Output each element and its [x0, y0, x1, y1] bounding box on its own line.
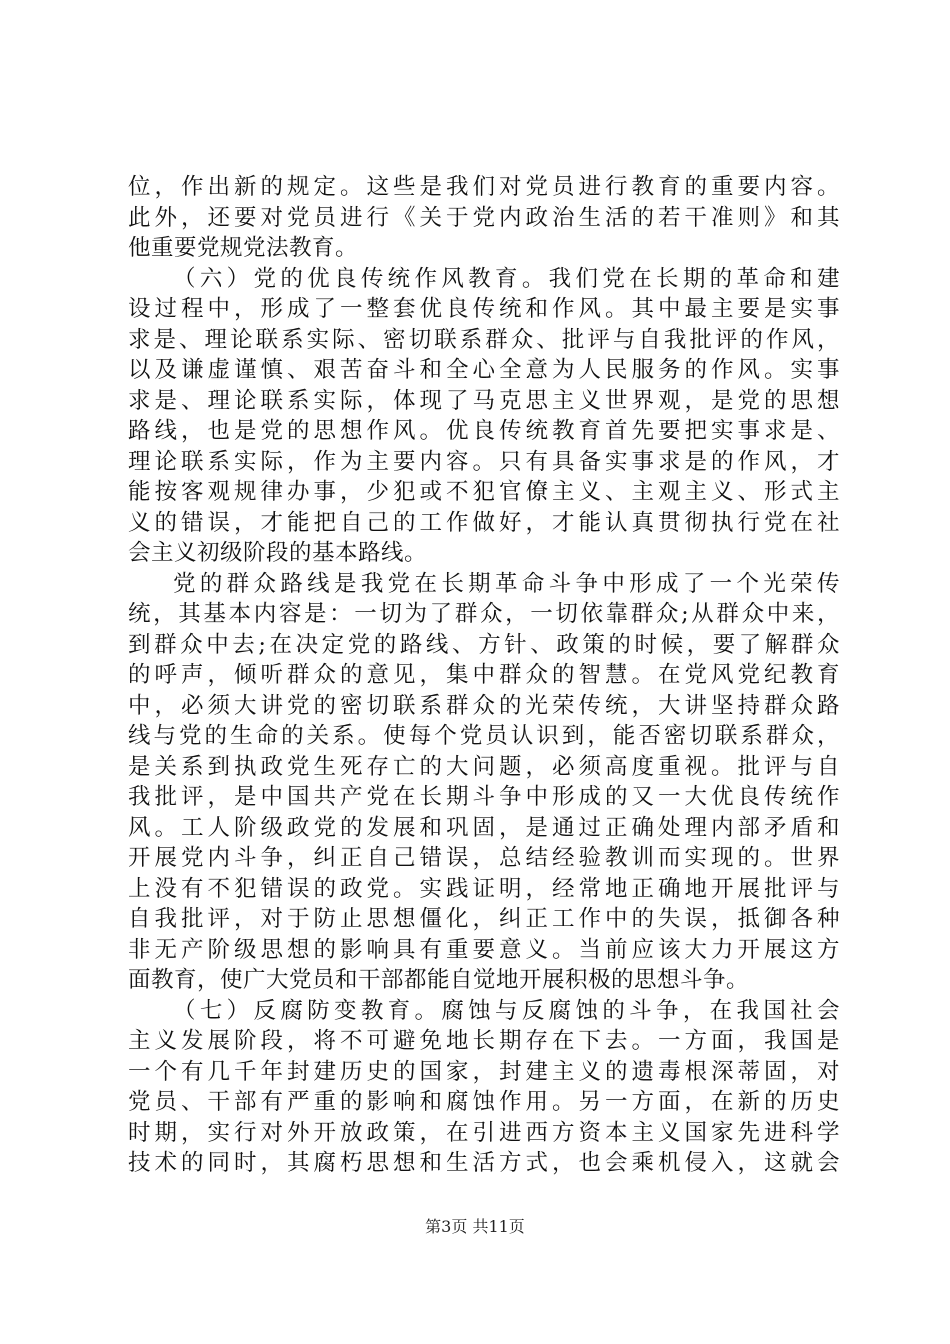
- text-line: 上没有不犯错误的政党。实践证明，经常地正确地开展批评与: [128, 875, 840, 902]
- text-line: 自我批评，对于防止思想僵化，纠正工作中的失误，抵御各种: [128, 906, 840, 932]
- section-6-heading-line: （六）党的优良传统作风教育。我们党在长期的革命和建: [173, 265, 840, 292]
- text-line: 开展党内斗争，纠正自己错误，总结经验教训而实现的。世界: [128, 845, 840, 871]
- document-body: [128, 172, 840, 1179]
- text-line: 非无产阶级思想的影响具有重要意义。当前应该大力开展这方: [128, 936, 840, 963]
- text-line: 路线，也是党的思想作风。优良传统教育首先要把实事求是、: [128, 418, 840, 444]
- text-line: 主义发展阶段，将不可避免地长期存在下去。一方面，我国是: [128, 1028, 840, 1054]
- text-line: 此外，还要对党员进行《关于党内政治生活的若干准则》和其: [128, 204, 840, 231]
- text-line: 一个有几千年封建历史的国家，封建主义的遗毒根深蒂固，对: [128, 1058, 840, 1085]
- text-line: 是关系到执政党生死存亡的大问题，必须高度重视。批评与自: [128, 753, 840, 780]
- text-line: 风。工人阶级政党的发展和巩固，是通过正确处理内部矛盾和: [128, 814, 840, 841]
- paragraph-start-line: 党的群众路线是我党在长期革命斗争中形成了一个光荣传: [173, 570, 840, 597]
- text-line: 以及谦虚谨慎、艰苦奋斗和全心全意为人民服务的作风。实事: [128, 357, 840, 383]
- text-line: 线与党的生命的关系。使每个党员认识到，能否密切联系群众，: [128, 723, 840, 749]
- text-line: 的呼声，倾听群众的意见，集中群众的智慧。在党风党纪教育: [128, 662, 840, 688]
- text-line: 求是、理论联系实际，体现了马克思主义世界观，是党的思想: [128, 387, 840, 414]
- text-line: 党员、干部有严重的影响和腐蚀作用。另一方面，在新的历史: [128, 1089, 840, 1115]
- text-line: 设过程中，形成了一整套优良传统和作风。其中最主要是实事: [128, 296, 840, 322]
- text-line: 义的错误，才能把自己的工作做好，才能认真贯彻执行党在社: [128, 509, 840, 536]
- text-line: 能按客观规律办事，少犯或不犯官僚主义、主观主义、形式主: [128, 479, 840, 505]
- text-line: 他重要党规党法教育。: [128, 235, 359, 261]
- text-line: 求是、理论联系实际、密切联系群众、批评与自我批评的作风，: [128, 326, 840, 353]
- text-line: 统，其基本内容是：一切为了群众，一切依靠群众;从群众中来，: [128, 601, 840, 627]
- text-line: 技术的同时，其腐朽思想和生活方式，也会乘机侵入，这就会: [128, 1150, 840, 1176]
- text-line: 到群众中去;在决定党的路线、方针、政策的时候，要了解群众: [128, 631, 840, 658]
- text-line: 时期，实行对外开放政策，在引进西方资本主义国家先进科学: [128, 1119, 840, 1146]
- text-line: 位，作出新的规定。这些是我们对党员进行教育的重要内容。: [128, 174, 840, 200]
- text-line: 我批评，是中国共产党在长期斗争中形成的又一大优良传统作: [128, 784, 840, 810]
- text-line: 中，必须大讲党的密切联系群众的光荣传统，大讲坚持群众路: [128, 692, 840, 719]
- section-7-heading-line: （七）反腐防变教育。腐蚀与反腐蚀的斗争，在我国社会: [173, 997, 840, 1024]
- text-line: 理论联系实际，作为主要内容。只有具备实事求是的作风，才: [128, 448, 840, 475]
- text-line: 会主义初级阶段的基本路线。: [128, 540, 428, 566]
- page-number-footer: 第3页 共11页: [425, 1217, 525, 1236]
- text-line: 面教育，使广大党员和干部都能自觉地开展积极的思想斗争。: [128, 967, 750, 993]
